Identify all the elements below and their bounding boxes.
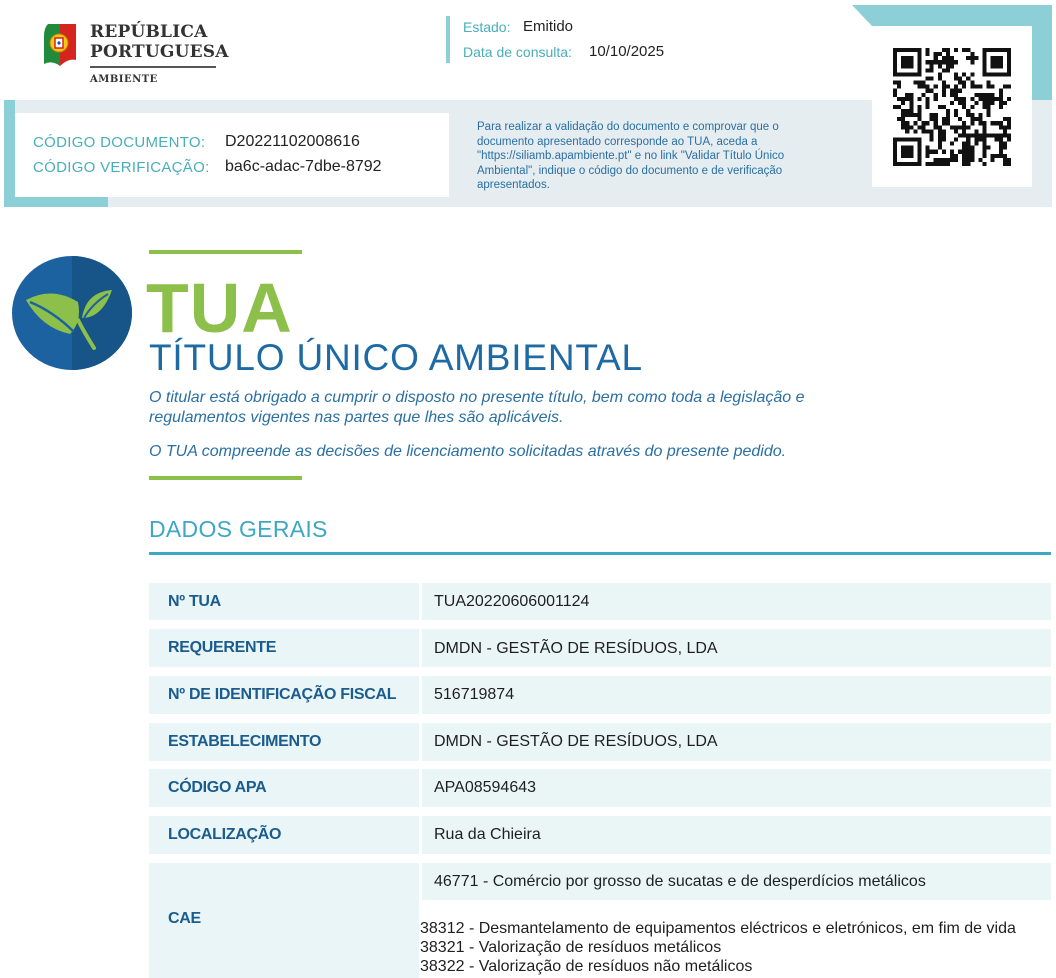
verification-code-label: CÓDIGO VERIFICAÇÃO: bbox=[33, 159, 210, 176]
tua-number-label: Nº TUA bbox=[168, 593, 221, 610]
logo-divider bbox=[90, 66, 216, 68]
codigo-apa-value: APA08594643 bbox=[434, 779, 537, 796]
row-label-cell bbox=[149, 769, 419, 807]
row-label-cell bbox=[149, 676, 419, 714]
codigo-apa-label: CÓDIGO APA bbox=[168, 779, 267, 796]
estabelecimento-value: DMDN - GESTÃO DE RESÍDUOS, LDA bbox=[434, 733, 718, 750]
page-title: TÍTULO ÚNICO AMBIENTAL bbox=[149, 337, 643, 378]
row-value-cell bbox=[422, 723, 1051, 761]
consulta-value: 10/10/2025 bbox=[589, 43, 665, 60]
cae-primary-value: 46771 - Comércio por grosso de sucatas e de desperdícios metálicos bbox=[434, 873, 926, 890]
cae-secondary-item: 38312 - Desmantelamento de equipamentos eléctricos e eletrónicos, em fim de vida bbox=[420, 920, 1016, 937]
document-codes-box bbox=[15, 113, 449, 197]
status-divider bbox=[446, 16, 450, 63]
row-value-cell bbox=[422, 629, 1051, 667]
row-value-cell bbox=[422, 676, 1051, 714]
section-title: DADOS GERAIS bbox=[149, 516, 328, 542]
row-label-cell bbox=[149, 583, 419, 620]
nif-label: Nº DE IDENTIFICAÇÃO FISCAL bbox=[168, 686, 397, 703]
title-rule-bottom bbox=[149, 476, 302, 480]
cae-label: CAE bbox=[168, 910, 201, 927]
tua-number-value: TUA20220606001124 bbox=[434, 593, 590, 610]
logo-department: AMBIENTE bbox=[90, 74, 158, 85]
localizacao-label: LOCALIZAÇÃO bbox=[168, 826, 282, 843]
row-label-cell bbox=[149, 816, 419, 854]
consulta-label: Data de consulta: bbox=[463, 44, 572, 60]
logo-name-line2: PORTUGUESA bbox=[90, 42, 229, 62]
section-divider bbox=[149, 552, 1051, 555]
validation-instructions: Para realizar a validação do documento e comprovar que o documento apresentado corresponde ao TUA, aceda a "https://siliamb.apambiente.pt" e no link "Validar Título Único Ambiental", indique o código do documento e de verificação apresentados. bbox=[477, 121, 785, 192]
row-label-cell bbox=[149, 629, 419, 667]
row-label-cell bbox=[149, 723, 419, 761]
row-value-cell bbox=[422, 583, 1051, 620]
tua-acronym: TUA bbox=[146, 269, 293, 347]
logo-name-line1: REPÚBLICA bbox=[90, 22, 208, 42]
row-value-cell bbox=[422, 769, 1051, 807]
title-description-1: O titular está obrigado a cumprir o disposto no presente título, bem como toda a legislação e regulamentos vigentes nas partes que lhes são aplicáveis. bbox=[149, 389, 805, 426]
row-label-cell bbox=[149, 863, 419, 978]
row-value-cell bbox=[422, 816, 1051, 854]
cae-secondary-list bbox=[420, 919, 1056, 976]
cae-primary-cell bbox=[422, 863, 1051, 900]
document-code-label: CÓDIGO DOCUMENTO: bbox=[33, 134, 206, 151]
portuguese-flag-emblem-icon bbox=[40, 20, 78, 72]
estabelecimento-label: ESTABELECIMENTO bbox=[168, 733, 322, 750]
document-code-value: D20221102008616 bbox=[225, 133, 360, 150]
cae-secondary-item: 38321 - Valorização de resíduos metálicos bbox=[420, 939, 722, 956]
title-description-2: O TUA compreende as decisões de licenciamento solicitadas através do presente pedido. bbox=[149, 443, 787, 460]
qr-code-icon bbox=[893, 48, 1011, 166]
republica-portuguesa-logo bbox=[40, 20, 240, 92]
estado-label: Estado: bbox=[463, 19, 511, 35]
cae-secondary-item: 38322 - Valorização de resíduos não metálicos bbox=[420, 958, 753, 975]
nif-value: 516719874 bbox=[434, 686, 515, 703]
title-rule-top bbox=[149, 250, 302, 254]
requerente-label: REQUERENTE bbox=[168, 639, 277, 656]
verification-code-value: ba6c-adac-7dbe-8792 bbox=[225, 158, 382, 175]
localizacao-value: Rua da Chieira bbox=[434, 826, 541, 843]
estado-value: Emitido bbox=[523, 18, 574, 35]
requerente-value: DMDN - GESTÃO DE RESÍDUOS, LDA bbox=[434, 640, 718, 657]
leaf-icon bbox=[12, 256, 132, 371]
